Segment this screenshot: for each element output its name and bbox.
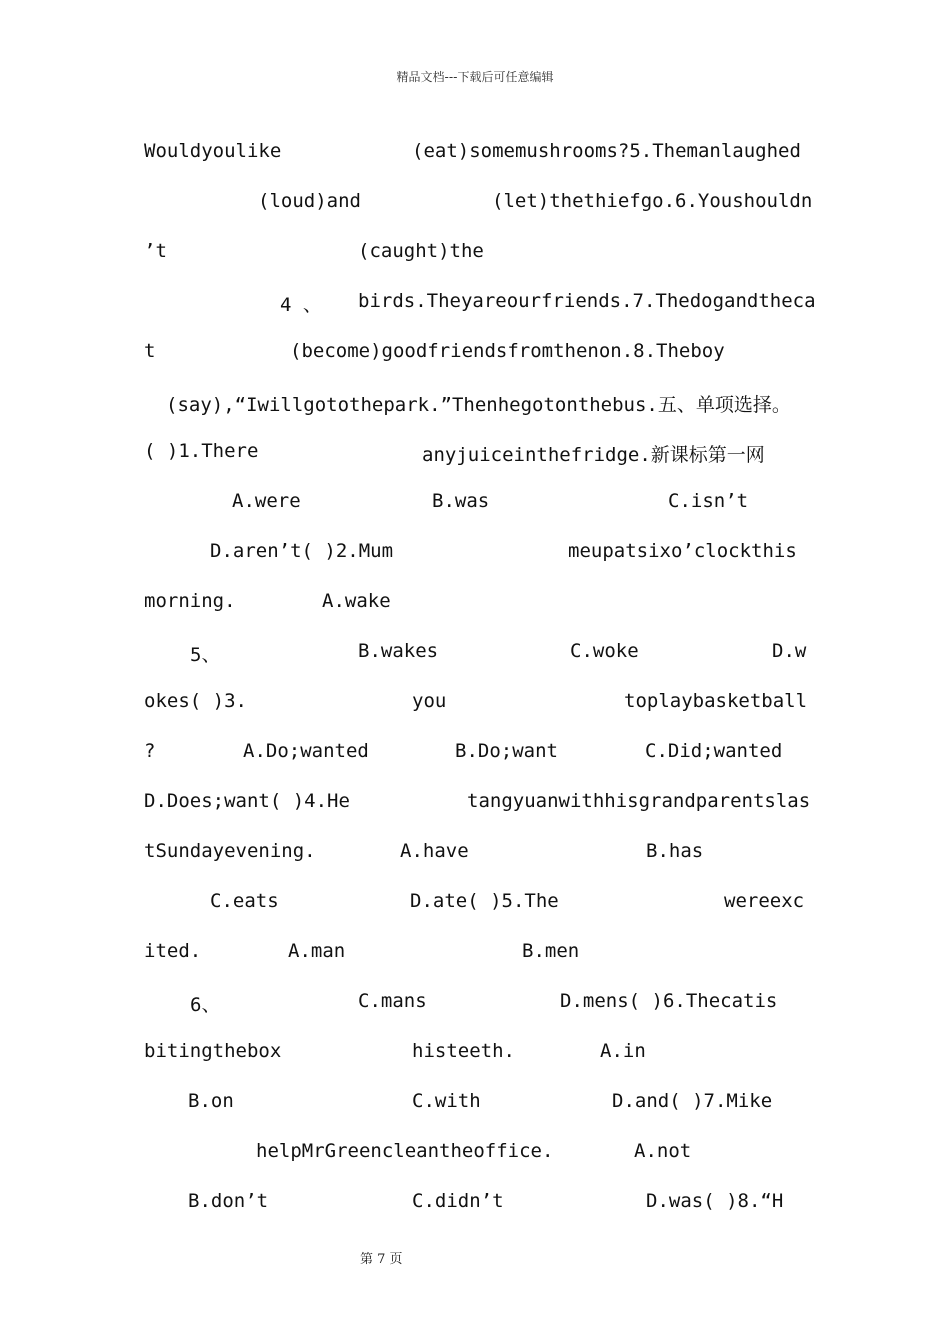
text-line (0, 1190, 784, 1220)
text-segment: C.isn’t (668, 490, 749, 512)
text-segment: tangyuanwithhisgrandparentslas (467, 790, 811, 812)
text-segment: A.in (600, 1040, 646, 1062)
text-segment: okes( )3. (144, 690, 247, 712)
text-segment: B.Do;want (455, 740, 558, 762)
text-segment: C.woke (570, 640, 639, 662)
text-segment: B.on (188, 1090, 234, 1112)
text-segment: C.with (412, 1090, 481, 1112)
text-segment: helpMrGreencleantheoffice. (256, 1140, 554, 1162)
text-segment: D.aren’t( )2.Mum (210, 540, 394, 562)
text-line (0, 1140, 700, 1170)
text-segment: anyjuiceinthefridge.新课标第一网 (422, 444, 765, 466)
text-segment: A.were (232, 490, 301, 512)
text-segment: D.and( )7.Mike (612, 1090, 773, 1112)
text-segment: bitingthebox (144, 1040, 282, 1062)
text-segment: B.don’t (188, 1190, 269, 1212)
text-line (0, 990, 778, 1020)
text-segment: meupatsixo’clockthis (568, 540, 797, 562)
text-segment: t (144, 340, 156, 362)
text-segment: (eat)somemushrooms?5.Themanlaughed (412, 140, 801, 162)
text-segment: A.man (288, 940, 346, 962)
text-segment: ited. (144, 940, 202, 962)
text-line (0, 540, 797, 570)
text-segment: Wouldyoulike (144, 140, 282, 162)
text-segment: D.was( )8.“H (646, 1190, 784, 1212)
text-segment: D.mens( )6.Thecatis (560, 990, 778, 1012)
text-segment: histeeth. (412, 1040, 515, 1062)
text-segment: (become)goodfriendsfromthenon.8.Theboy (290, 340, 725, 362)
text-line (0, 490, 749, 520)
text-line (0, 940, 700, 970)
text-segment: ? (144, 740, 156, 762)
text-segment: A.Do;wanted (243, 740, 369, 762)
text-segment: B.was (432, 490, 490, 512)
text-line (0, 140, 801, 170)
text-segment: D.ate( )5.The (410, 890, 559, 912)
text-segment: tSundayevening. (144, 840, 316, 862)
text-line (0, 790, 811, 820)
text-segment: (let)thethiefgo.6.Youshouldn (492, 190, 813, 212)
page-header: 精品文档---下载后可任意编辑 (396, 70, 554, 84)
text-line (0, 1090, 773, 1120)
text-segment: (caught)the (358, 240, 484, 262)
text-segment: D.Does;want( )4.He (144, 790, 350, 812)
page-footer: 第 7 页 (360, 1252, 403, 1267)
text-segment: you (412, 690, 447, 712)
text-segment: B.wakes (358, 640, 439, 662)
text-segment: C.didn’t (412, 1190, 504, 1212)
text-segment: B.men (522, 940, 580, 962)
text-segment: ’t (144, 240, 167, 262)
text-line (0, 190, 813, 220)
text-line (0, 690, 808, 720)
text-segment: A.not (634, 1140, 692, 1162)
text-segment: A.have (400, 840, 469, 862)
text-segment: 4 、 (280, 294, 322, 316)
text-line (0, 390, 791, 420)
text-segment: B.has (646, 840, 704, 862)
text-segment: D.w (772, 640, 807, 662)
text-segment: C.mans (358, 990, 427, 1012)
text-segment: 6、 (190, 994, 221, 1016)
text-line (0, 340, 725, 370)
text-line (0, 290, 816, 320)
text-segment: birds.Theyareourfriends.7.Thedogandtheca (358, 290, 816, 312)
text-line (0, 590, 700, 620)
text-segment: (say),“Iwillgotothepark.”Thenhegotonthebus.五、单项选择。 (166, 394, 791, 416)
text-line (0, 740, 783, 770)
text-segment: A.wake (322, 590, 391, 612)
text-line (0, 1040, 700, 1070)
text-segment: (loud)and (258, 190, 361, 212)
text-segment: C.Did;wanted (645, 740, 783, 762)
text-segment: toplaybasketball (624, 690, 808, 712)
text-segment: ( )1.There (144, 440, 259, 462)
text-line (0, 840, 704, 870)
text-line (0, 890, 805, 920)
text-line (0, 440, 765, 470)
text-segment: morning. (144, 590, 236, 612)
text-line (0, 640, 807, 670)
text-segment: C.eats (210, 890, 279, 912)
text-line (0, 240, 700, 270)
text-segment: 5、 (190, 644, 221, 666)
text-segment: wereexc (724, 890, 805, 912)
